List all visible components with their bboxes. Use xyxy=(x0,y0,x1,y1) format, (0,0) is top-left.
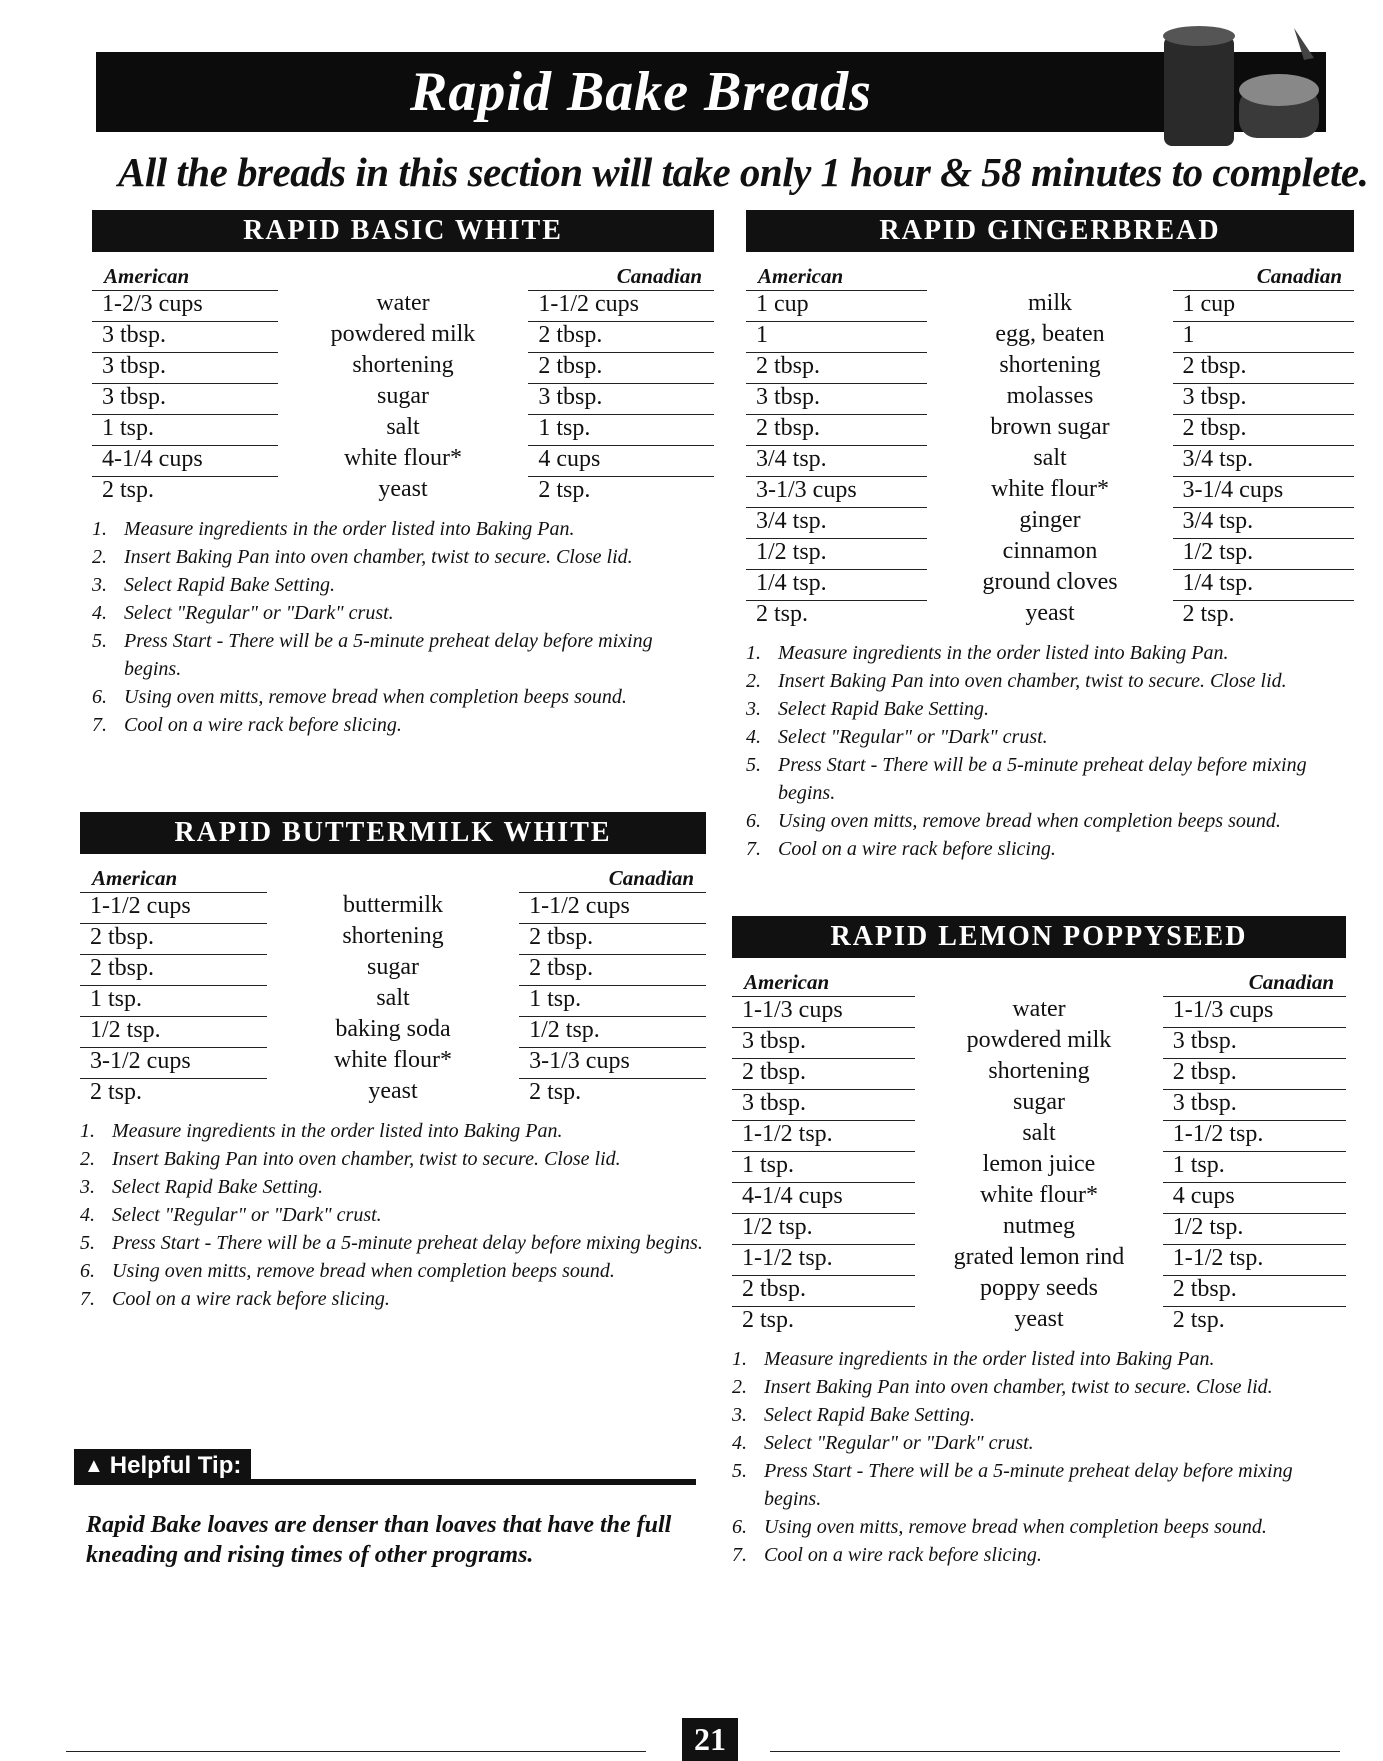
ingredient-row xyxy=(746,288,1354,319)
step-text: Press Start - There will be a 5-minute preheat delay before mixing begins. xyxy=(764,1460,1293,1510)
ingredient-name: salt xyxy=(386,414,420,440)
canadian-quantity: 2 tbsp. xyxy=(528,352,714,380)
step-text: Press Start - There will be a 5-minute preheat delay before mixing begins. xyxy=(124,630,653,680)
instruction-step xyxy=(80,1201,706,1229)
canadian-quantity: 1-1/2 cups xyxy=(519,892,706,920)
instruction-step xyxy=(746,723,1354,751)
step-number: 1. xyxy=(92,518,107,540)
american-quantity: 1 tsp. xyxy=(732,1151,915,1179)
american-quantity: 1/4 tsp. xyxy=(746,569,927,597)
american-quantity: 3/4 tsp. xyxy=(746,507,927,535)
ingredient-row xyxy=(746,381,1354,412)
step-text: Insert Baking Pan into oven chamber, twist to secure. Close lid. xyxy=(124,546,633,568)
ingredient-row xyxy=(732,1242,1346,1273)
canadian-quantity: 3 tbsp. xyxy=(528,383,714,411)
american-quantity: 4-1/4 cups xyxy=(732,1182,915,1210)
instruction-list xyxy=(746,639,1354,863)
ingredient-row xyxy=(732,1025,1346,1056)
instruction-step xyxy=(746,807,1354,835)
ingredient-name: yeast xyxy=(1025,600,1075,626)
canadian-quantity: 1 cup xyxy=(1173,290,1355,318)
canadian-quantity: 2 tsp. xyxy=(1173,600,1355,628)
step-number: 6. xyxy=(746,810,761,832)
ingredient-row xyxy=(92,474,714,505)
step-text: Cool on a wire rack before slicing. xyxy=(764,1544,1042,1566)
instruction-step xyxy=(732,1401,1346,1429)
step-number: 1. xyxy=(80,1120,95,1142)
step-number: 5. xyxy=(746,754,761,776)
american-quantity: 1-1/2 tsp. xyxy=(732,1244,915,1272)
step-number: 4. xyxy=(92,602,107,624)
step-text: Insert Baking Pan into oven chamber, twist to secure. Close lid. xyxy=(764,1376,1273,1398)
recipe-title: RAPID BUTTERMILK WHITE xyxy=(80,812,706,854)
american-quantity: 1/2 tsp. xyxy=(732,1213,915,1241)
step-number: 2. xyxy=(732,1376,747,1398)
ingredient-name: white flour* xyxy=(344,445,462,471)
ingredient-name: cinnamon xyxy=(1002,538,1098,564)
step-number: 4. xyxy=(80,1204,95,1226)
instruction-step xyxy=(92,543,714,571)
instruction-step xyxy=(732,1373,1346,1401)
ingredient-name: brown sugar xyxy=(990,414,1110,440)
ingredient-name: powdered milk xyxy=(966,1027,1112,1053)
column-headers xyxy=(80,866,706,890)
canadian-quantity: 2 tbsp. xyxy=(1163,1275,1346,1303)
page-subtitle: All the breads in this section will take only 1 hour & 58 minutes to complete. xyxy=(118,149,1369,195)
canadian-quantity: 3 tbsp. xyxy=(1163,1027,1346,1055)
page-title: Rapid Bake Breads xyxy=(410,61,872,123)
recipe-lemon-poppyseed xyxy=(732,916,1346,1569)
ingredient-row xyxy=(746,474,1354,505)
instruction-step xyxy=(92,627,714,683)
ingredient-name: ginger xyxy=(1019,507,1081,533)
step-number: 7. xyxy=(746,838,761,860)
ingredient-row xyxy=(732,1087,1346,1118)
american-quantity: 1-2/3 cups xyxy=(92,290,278,318)
ingredient-name: sugar xyxy=(377,383,429,409)
instruction-step xyxy=(746,835,1354,863)
ingredient-row xyxy=(746,350,1354,381)
ingredient-row xyxy=(80,921,706,952)
column-headers xyxy=(732,970,1346,994)
ingredient-row xyxy=(92,412,714,443)
american-quantity: 1-1/3 cups xyxy=(732,996,915,1024)
ingredient-row xyxy=(80,952,706,983)
ingredient-name: baking soda xyxy=(335,1016,451,1042)
american-quantity: 2 tsp. xyxy=(732,1306,915,1334)
step-text: Measure ingredients in the order listed into Baking Pan. xyxy=(112,1120,563,1142)
ingredient-name: nutmeg xyxy=(1002,1213,1075,1239)
american-quantity: 1-1/2 cups xyxy=(80,892,267,920)
step-number: 1. xyxy=(746,642,761,664)
step-text: Measure ingredients in the order listed into Baking Pan. xyxy=(778,642,1229,664)
canadian-column-label: Canadian xyxy=(1248,970,1334,994)
american-quantity: 1-1/2 tsp. xyxy=(732,1120,915,1148)
ingredient-row xyxy=(732,1118,1346,1149)
ingredient-name: powdered milk xyxy=(330,321,476,347)
footer-divider-left xyxy=(66,1751,646,1752)
ingredient-row xyxy=(92,319,714,350)
step-text: Using oven mitts, remove bread when completion beeps sound. xyxy=(124,686,627,708)
ingredient-row xyxy=(732,994,1346,1025)
instruction-step xyxy=(746,751,1354,807)
american-quantity: 2 tsp. xyxy=(80,1078,267,1106)
footer-divider-right xyxy=(770,1751,1340,1752)
canadian-column-label: Canadian xyxy=(1256,264,1342,288)
canadian-quantity: 1/2 tsp. xyxy=(519,1016,706,1044)
step-text: Select Rapid Bake Setting. xyxy=(778,698,990,720)
ingredient-name: white flour* xyxy=(334,1047,452,1073)
ingredient-row xyxy=(732,1180,1346,1211)
instruction-step xyxy=(746,695,1354,723)
ingredient-name: yeast xyxy=(368,1078,418,1104)
instruction-step xyxy=(92,571,714,599)
ingredient-name: lemon juice xyxy=(982,1151,1096,1177)
ingredient-name: salt xyxy=(376,985,410,1011)
step-text: Select "Regular" or "Dark" crust. xyxy=(112,1204,382,1226)
ingredient-row xyxy=(732,1211,1346,1242)
canadian-quantity: 3 tbsp. xyxy=(1163,1089,1346,1117)
ingredient-name: milk xyxy=(1027,290,1072,316)
step-text: Insert Baking Pan into oven chamber, twist to secure. Close lid. xyxy=(112,1148,621,1170)
canadian-quantity: 1 tsp. xyxy=(519,985,706,1013)
step-text: Select Rapid Bake Setting. xyxy=(764,1404,976,1426)
step-number: 7. xyxy=(92,714,107,736)
bread-machine-illustration xyxy=(1144,18,1334,153)
canadian-quantity: 4 cups xyxy=(1163,1182,1346,1210)
canadian-quantity: 1-1/2 tsp. xyxy=(1163,1244,1346,1272)
american-quantity: 3 tbsp. xyxy=(92,352,278,380)
ingredient-row xyxy=(92,443,714,474)
canadian-column-label: Canadian xyxy=(608,866,694,890)
instruction-step xyxy=(732,1541,1346,1569)
canadian-quantity: 1-1/2 cups xyxy=(528,290,714,318)
american-quantity: 2 tbsp. xyxy=(732,1058,915,1086)
canadian-quantity: 2 tbsp. xyxy=(528,321,714,349)
american-quantity: 2 tsp. xyxy=(92,476,278,504)
ingredient-row xyxy=(80,890,706,921)
ingredient-row xyxy=(732,1273,1346,1304)
ingredient-name: poppy seeds xyxy=(980,1275,1098,1301)
canadian-quantity: 2 tsp. xyxy=(1163,1306,1346,1334)
ingredient-name: shortening xyxy=(342,923,444,949)
american-quantity: 1 tsp. xyxy=(92,414,278,442)
ingredient-name: yeast xyxy=(378,476,428,502)
american-quantity: 2 tbsp. xyxy=(746,414,927,442)
step-text: Using oven mitts, remove bread when completion beeps sound. xyxy=(112,1260,615,1282)
ingredient-name: buttermilk xyxy=(343,892,443,918)
step-number: 6. xyxy=(732,1516,747,1538)
step-text: Select Rapid Bake Setting. xyxy=(124,574,336,596)
canadian-quantity: 1 xyxy=(1173,321,1355,349)
ingredient-name: egg, beaten xyxy=(995,321,1105,347)
canadian-quantity: 2 tbsp. xyxy=(519,954,706,982)
ingredient-name: sugar xyxy=(1013,1089,1065,1115)
american-quantity: 1 tsp. xyxy=(80,985,267,1013)
column-headers xyxy=(746,264,1354,288)
step-number: 3. xyxy=(746,698,761,720)
american-quantity: 3-1/3 cups xyxy=(746,476,927,504)
step-text: Using oven mitts, remove bread when completion beeps sound. xyxy=(764,1516,1267,1538)
recipe-title: RAPID LEMON POPPYSEED xyxy=(732,916,1346,958)
canadian-quantity: 3-1/4 cups xyxy=(1173,476,1355,504)
recipe-title: RAPID GINGERBREAD xyxy=(746,210,1354,252)
step-text: Select "Regular" or "Dark" crust. xyxy=(764,1432,1034,1454)
canadian-quantity: 1/2 tsp. xyxy=(1163,1213,1346,1241)
step-number: 6. xyxy=(92,686,107,708)
canadian-quantity: 2 tsp. xyxy=(519,1078,706,1106)
canadian-quantity: 4 cups xyxy=(528,445,714,473)
helpful-tip-header xyxy=(74,1449,696,1485)
ingredient-name: shortening xyxy=(988,1058,1090,1084)
instruction-step xyxy=(80,1145,706,1173)
step-text: Press Start - There will be a 5-minute preheat delay before mixing begins. xyxy=(112,1232,703,1254)
step-text: Cool on a wire rack before slicing. xyxy=(778,838,1056,860)
instruction-step xyxy=(92,599,714,627)
step-text: Select Rapid Bake Setting. xyxy=(112,1176,324,1198)
american-quantity: 1 cup xyxy=(746,290,927,318)
step-number: 1. xyxy=(732,1348,747,1370)
canadian-quantity: 2 tsp. xyxy=(528,476,714,504)
american-quantity: 3 tbsp. xyxy=(746,383,927,411)
ingredient-row xyxy=(92,381,714,412)
american-quantity: 3 tbsp. xyxy=(92,383,278,411)
recipe-buttermilk-white xyxy=(80,812,706,1313)
american-quantity: 1/2 tsp. xyxy=(746,538,927,566)
step-number: 7. xyxy=(732,1544,747,1566)
american-quantity: 3 tbsp. xyxy=(732,1027,915,1055)
canadian-quantity: 2 tbsp. xyxy=(1173,352,1355,380)
canadian-quantity: 1 tsp. xyxy=(528,414,714,442)
ingredient-row xyxy=(80,983,706,1014)
ingredient-row xyxy=(746,319,1354,350)
instruction-step xyxy=(746,639,1354,667)
american-column-label: American xyxy=(104,264,190,288)
ingredient-row xyxy=(746,598,1354,629)
recipe-basic-white xyxy=(92,210,714,739)
american-quantity: 3-1/2 cups xyxy=(80,1047,267,1075)
instruction-step xyxy=(80,1285,706,1313)
instruction-step xyxy=(80,1173,706,1201)
instruction-step xyxy=(92,683,714,711)
ingredient-name: sugar xyxy=(367,954,419,980)
recipe-title: RAPID BASIC WHITE xyxy=(92,210,714,252)
ingredient-row xyxy=(80,1076,706,1107)
canadian-quantity: 3/4 tsp. xyxy=(1173,507,1355,535)
ingredient-name: salt xyxy=(1033,445,1067,471)
ingredient-name: shortening xyxy=(352,352,454,378)
helpful-tip-badge xyxy=(74,1449,251,1483)
title-banner xyxy=(96,52,1326,132)
american-quantity: 3 tbsp. xyxy=(92,321,278,349)
step-text: Select "Regular" or "Dark" crust. xyxy=(778,726,1048,748)
step-text: Cool on a wire rack before slicing. xyxy=(124,714,402,736)
step-number: 3. xyxy=(80,1176,95,1198)
canadian-quantity: 2 tbsp. xyxy=(1163,1058,1346,1086)
helpful-tip-label: Helpful Tip: xyxy=(109,1452,242,1479)
american-quantity: 3 tbsp. xyxy=(732,1089,915,1117)
american-quantity: 3/4 tsp. xyxy=(746,445,927,473)
ingredient-name: yeast xyxy=(1014,1306,1064,1332)
canadian-quantity: 3-1/3 cups xyxy=(519,1047,706,1075)
instruction-step xyxy=(746,667,1354,695)
step-number: 5. xyxy=(92,630,107,652)
instruction-step xyxy=(92,711,714,739)
step-number: 2. xyxy=(80,1148,95,1170)
instruction-step xyxy=(732,1345,1346,1373)
ingredient-name: shortening xyxy=(999,352,1101,378)
step-number: 2. xyxy=(746,670,761,692)
step-text: Select "Regular" or "Dark" crust. xyxy=(124,602,394,624)
instruction-list xyxy=(732,1345,1346,1569)
instruction-step xyxy=(80,1229,706,1257)
ingredient-row xyxy=(746,567,1354,598)
canadian-quantity: 2 tbsp. xyxy=(519,923,706,951)
instruction-step xyxy=(732,1429,1346,1457)
american-column-label: American xyxy=(758,264,844,288)
ingredient-row xyxy=(746,505,1354,536)
instruction-list xyxy=(80,1117,706,1313)
ingredient-name: ground cloves xyxy=(982,569,1118,595)
step-text: Measure ingredients in the order listed into Baking Pan. xyxy=(764,1348,1215,1370)
ingredient-row xyxy=(92,288,714,319)
instruction-step xyxy=(92,515,714,543)
instruction-step xyxy=(732,1457,1346,1513)
canadian-quantity: 1/4 tsp. xyxy=(1173,569,1355,597)
american-quantity: 1/2 tsp. xyxy=(80,1016,267,1044)
instruction-step xyxy=(80,1257,706,1285)
ingredient-row xyxy=(746,536,1354,567)
step-number: 4. xyxy=(732,1432,747,1454)
step-number: 2. xyxy=(92,546,107,568)
ingredient-name: white flour* xyxy=(991,476,1109,502)
step-number: 3. xyxy=(732,1404,747,1426)
step-text: Cool on a wire rack before slicing. xyxy=(112,1288,390,1310)
american-quantity: 2 tbsp. xyxy=(80,954,267,982)
ingredient-name: molasses xyxy=(1006,383,1094,409)
american-column-label: American xyxy=(744,970,830,994)
instruction-step xyxy=(80,1117,706,1145)
canadian-quantity: 2 tbsp. xyxy=(1173,414,1355,442)
step-number: 4. xyxy=(746,726,761,748)
step-text: Measure ingredients in the order listed into Baking Pan. xyxy=(124,518,575,540)
ingredient-row xyxy=(80,1045,706,1076)
canadian-quantity: 1/2 tsp. xyxy=(1173,538,1355,566)
ingredient-name: white flour* xyxy=(980,1182,1098,1208)
step-text: Insert Baking Pan into oven chamber, twist to secure. Close lid. xyxy=(778,670,1287,692)
ingredient-name: salt xyxy=(1022,1120,1056,1146)
step-number: 3. xyxy=(92,574,107,596)
ingredient-row xyxy=(746,443,1354,474)
american-quantity: 1 xyxy=(746,321,927,349)
ingredient-row xyxy=(732,1304,1346,1335)
american-quantity: 2 tbsp. xyxy=(732,1275,915,1303)
instruction-list xyxy=(92,515,714,739)
ingredient-name: water xyxy=(376,290,430,316)
american-column-label: American xyxy=(92,866,178,890)
american-quantity: 4-1/4 cups xyxy=(92,445,278,473)
canadian-quantity: 3/4 tsp. xyxy=(1173,445,1355,473)
ingredient-row xyxy=(732,1149,1346,1180)
american-quantity: 2 tbsp. xyxy=(80,923,267,951)
ingredient-row xyxy=(92,350,714,381)
step-number: 5. xyxy=(80,1232,95,1254)
step-number: 6. xyxy=(80,1260,95,1282)
canadian-quantity: 1-1/3 cups xyxy=(1163,996,1346,1024)
helpful-tip-text: Rapid Bake loaves are denser than loaves that have the full kneading and rising times of other programs. xyxy=(86,1512,672,1568)
ingredient-row xyxy=(80,1014,706,1045)
recipe-gingerbread xyxy=(746,210,1354,863)
ingredient-name: water xyxy=(1012,996,1066,1022)
step-text: Press Start - There will be a 5-minute preheat delay before mixing begins. xyxy=(778,754,1307,804)
canadian-quantity: 1-1/2 tsp. xyxy=(1163,1120,1346,1148)
instruction-step xyxy=(732,1513,1346,1541)
ingredient-name: grated lemon rind xyxy=(953,1244,1125,1270)
warning-triangle-icon: ▲ xyxy=(84,1454,104,1477)
canadian-column-label: Canadian xyxy=(616,264,702,288)
step-number: 7. xyxy=(80,1288,95,1310)
canadian-quantity: 3 tbsp. xyxy=(1173,383,1355,411)
ingredient-row xyxy=(732,1056,1346,1087)
step-text: Using oven mitts, remove bread when completion beeps sound. xyxy=(778,810,1281,832)
page-number: 21 xyxy=(682,1718,738,1761)
column-headers xyxy=(92,264,714,288)
canadian-quantity: 1 tsp. xyxy=(1163,1151,1346,1179)
american-quantity: 2 tbsp. xyxy=(746,352,927,380)
ingredient-row xyxy=(746,412,1354,443)
american-quantity: 2 tsp. xyxy=(746,600,927,628)
step-number: 5. xyxy=(732,1460,747,1482)
